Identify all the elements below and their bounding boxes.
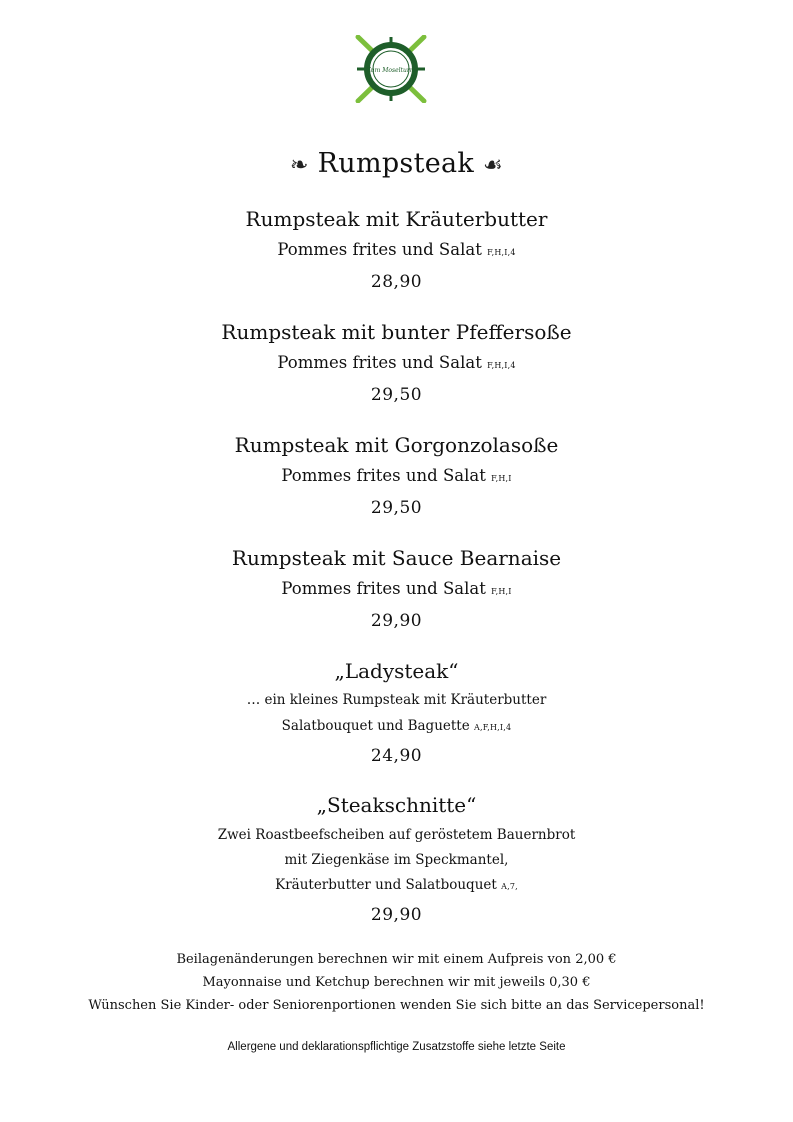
dish-name: Rumpsteak mit Gorgonzolasoße bbox=[234, 433, 559, 457]
dish-price: 29,90 bbox=[370, 611, 423, 631]
allergen-codes: F,H,I bbox=[491, 474, 512, 483]
allergen-codes: F,H,I bbox=[491, 587, 512, 596]
dish-description: … ein kleines Rumpsteak mit Kräuterbutter bbox=[246, 692, 547, 708]
dish-description: Pommes frites und Salat F,H,I bbox=[281, 579, 512, 598]
allergen-codes: A,F,H,I,4 bbox=[474, 723, 512, 732]
side-dish-note: Beilagenänderungen berechnen wir mit einem Aufpreis von 2,00 € bbox=[176, 952, 617, 967]
dish-name: „Steakschnitte“ bbox=[316, 793, 477, 817]
dish-name: Rumpsteak mit Sauce Bearnaise bbox=[231, 546, 562, 570]
dish-price: 29,90 bbox=[370, 905, 423, 925]
page-title-text: Rumpsteak bbox=[317, 148, 475, 179]
allergen-codes: F,H,I,4 bbox=[487, 361, 516, 370]
allergen-codes: F,H,I,4 bbox=[487, 248, 516, 257]
dish-description: mit Ziegenkäse im Speckmantel, bbox=[284, 852, 509, 868]
allergen-footer: Allergene und deklarationspflichtige Zusatzstoffe siehe letzte Seite bbox=[227, 1041, 566, 1053]
dish-price: 29,50 bbox=[370, 498, 423, 518]
page-title bbox=[0, 146, 793, 184]
restaurant-logo bbox=[350, 35, 432, 103]
dish-name: Rumpsteak mit Kräuterbutter bbox=[245, 207, 548, 231]
ornament-right-icon: ☙ bbox=[482, 153, 503, 178]
dish-name: Rumpsteak mit bunter Pfeffersoße bbox=[221, 320, 572, 344]
dish-price: 24,90 bbox=[370, 746, 423, 766]
dish-price: 28,90 bbox=[370, 272, 423, 292]
dish-description: Kräuterbutter und Salatbouquet A,7, bbox=[275, 877, 518, 893]
sauce-note: Mayonnaise und Ketchup berechnen wir mit jeweils 0,30 € bbox=[202, 975, 591, 990]
allergen-codes: A,7, bbox=[501, 882, 518, 891]
dish-description: Pommes frites und Salat F,H,I,4 bbox=[277, 353, 516, 372]
dish-description: Salatbouquet und Baguette A,F,H,I,4 bbox=[281, 718, 512, 734]
dish-description: Zwei Roastbeefscheiben auf geröstetem Bauernbrot bbox=[217, 827, 576, 843]
dish-name: „Ladysteak“ bbox=[334, 659, 459, 683]
ornament-left-icon: ❧ bbox=[290, 153, 309, 178]
dish-description: Pommes frites und Salat F,H,I bbox=[281, 466, 512, 485]
dish-description: Pommes frites und Salat F,H,I,4 bbox=[277, 240, 516, 259]
logo-lettering: Zum Moselturm bbox=[366, 67, 416, 74]
portion-note: Wünschen Sie Kinder- oder Seniorenportionen wenden Sie sich bitte an das Servicepersonal! bbox=[88, 998, 705, 1013]
dish-price: 29,50 bbox=[370, 385, 423, 405]
